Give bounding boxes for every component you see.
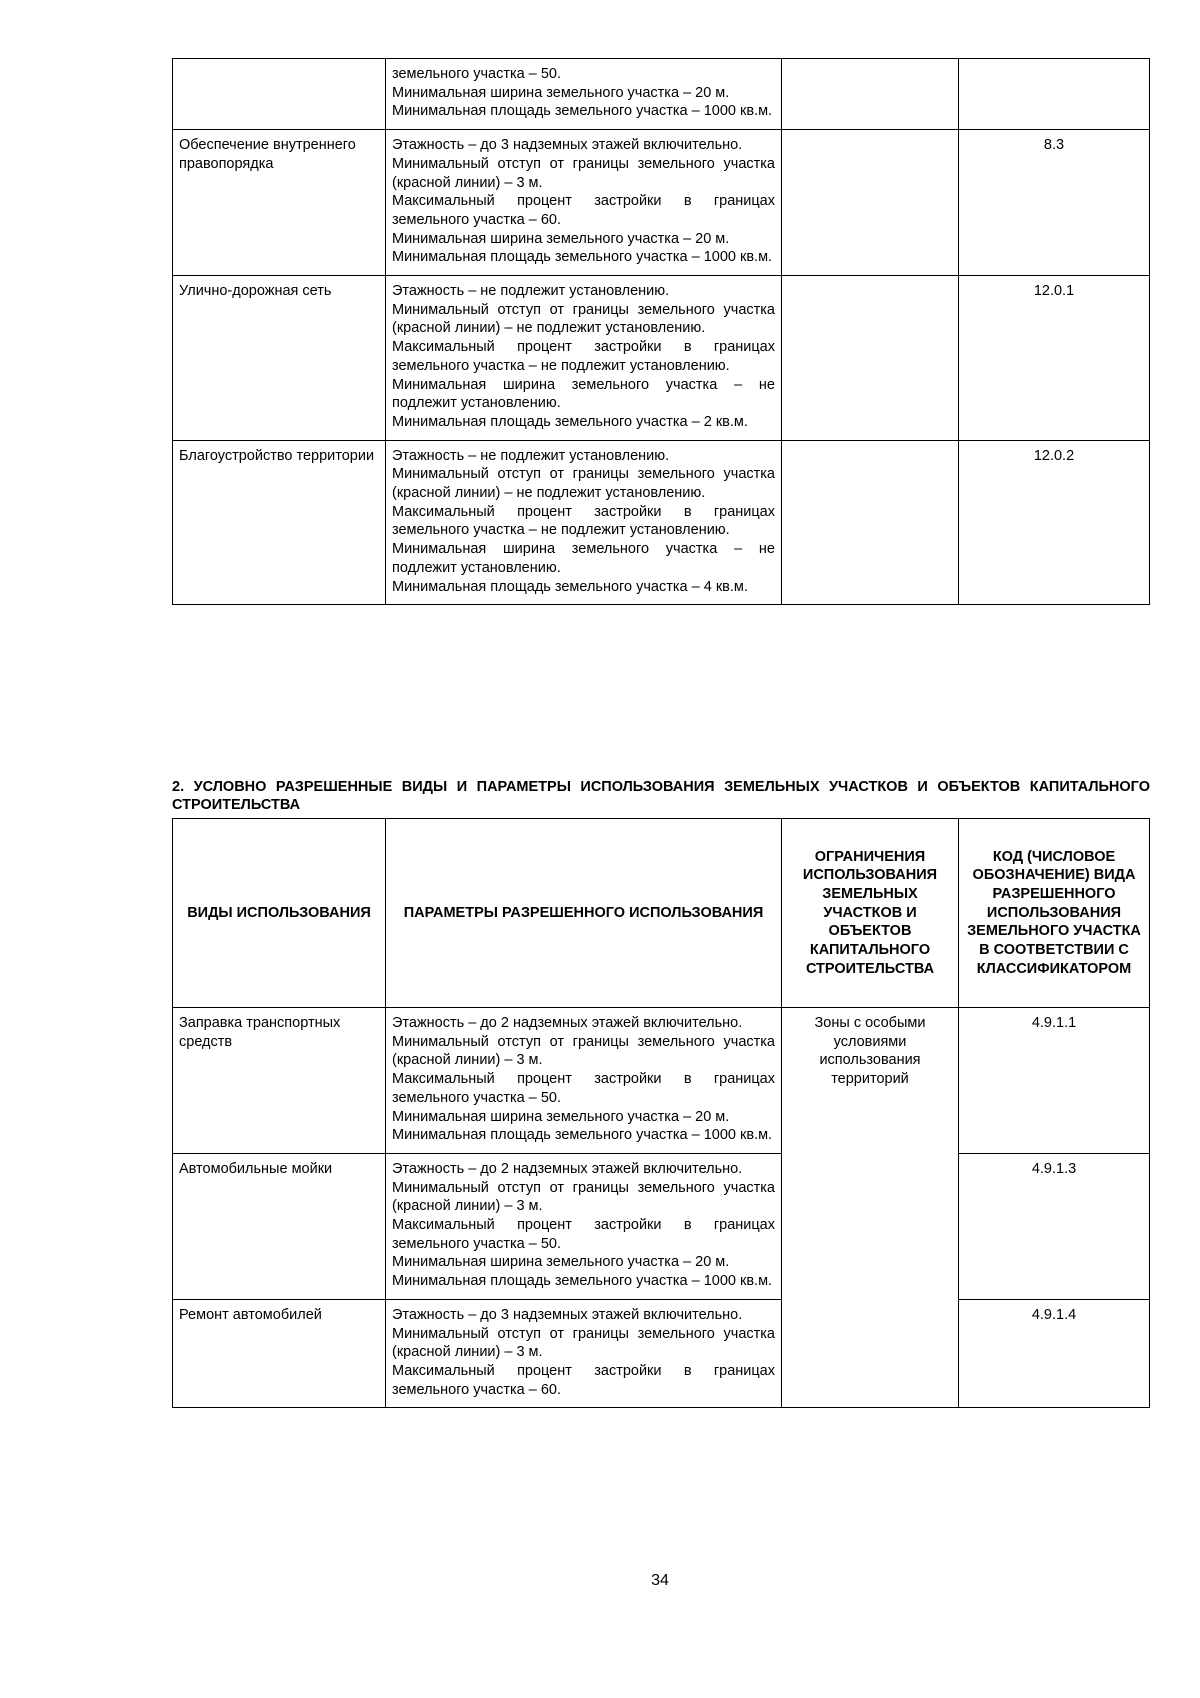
table-row xyxy=(173,1299,1150,1408)
param-line: Максимальный процент застройки в границах земельного участка – не подлежит установлению. xyxy=(392,339,775,374)
use-kind-cell: Заправка транспортных средств xyxy=(173,1008,386,1154)
param-line: Минимальный отступ от границы земельного участка (красной линии) – не подлежит установлению. xyxy=(392,301,775,337)
param-line: Этажность – до 3 надземных этажей включительно. xyxy=(392,137,743,154)
params-cell xyxy=(386,276,782,441)
param-line: Минимальная ширина земельного участка – 20 м. xyxy=(392,84,730,101)
param-line: Минимальный отступ от границы земельного участка (красной линии) – 3 м. xyxy=(392,155,775,191)
param-line: земельного участка – 50. xyxy=(392,66,562,82)
param-line: Максимальный процент застройки в границах земельного участка – 50. xyxy=(392,1071,775,1106)
param-line: Этажность – не подлежит установлению. xyxy=(392,447,670,464)
params-cell xyxy=(386,440,782,605)
params-cell xyxy=(386,1153,782,1299)
params-cell xyxy=(386,1299,782,1408)
param-line: Минимальная площадь земельного участка – 4 кв.м. xyxy=(392,578,748,595)
limits-cell xyxy=(782,59,959,130)
params-cell xyxy=(386,59,782,130)
param-line: Минимальная ширина земельного участка – 20 м. xyxy=(392,230,730,247)
param-line: Этажность – не подлежит установлению. xyxy=(392,283,670,300)
table-row xyxy=(173,1008,1150,1154)
table-header-row xyxy=(173,819,1150,1008)
use-kind-cell xyxy=(173,59,386,130)
table-row xyxy=(173,130,1150,276)
param-line: Этажность – до 2 надземных этажей включительно. xyxy=(392,1015,743,1031)
param-line: Максимальный процент застройки в границах земельного участка – 50. xyxy=(392,1217,775,1252)
params-cell xyxy=(386,1008,782,1154)
table-row xyxy=(173,59,1150,130)
use-kind-cell: Благоустройство территории xyxy=(173,440,386,605)
code-cell xyxy=(959,59,1150,130)
use-kind-cell: Ремонт автомобилей xyxy=(173,1299,386,1408)
param-line: Минимальная площадь земельного участка – 1000 кв.м. xyxy=(392,1273,773,1290)
table-row xyxy=(173,440,1150,605)
param-line: Минимальная ширина земельного участка – не подлежит установлению. xyxy=(392,541,775,576)
param-line: Этажность – до 2 надземных этажей включительно. xyxy=(392,1160,743,1177)
section-heading: 2. УСЛОВНО РАЗРЕШЕННЫЕ ВИДЫ И ПАРАМЕТРЫ ИСПОЛЬЗОВАНИЯ ЗЕМЕЛЬНЫХ УЧАСТКОВ И ОБЪЕКТОВ КАПИТАЛЬНОГО СТРОИТЕЛЬСТВА xyxy=(172,779,1150,813)
param-line: Минимальная площадь земельного участка – 1000 кв.м. xyxy=(392,103,773,120)
limits-cell xyxy=(782,130,959,276)
param-line: Минимальная ширина земельного участка – 20 м. xyxy=(392,1254,730,1271)
code-cell: 4.9.1.3 xyxy=(959,1153,1150,1299)
param-line: Минимальный отступ от границы земельного участка (красной линии) – не подлежит установлению. xyxy=(392,466,775,502)
limits-cell xyxy=(782,440,959,605)
param-line: Минимальный отступ от границы земельного участка (красной линии) – 3 м. xyxy=(392,1179,775,1215)
header-use-kind: ВИДЫ ИСПОЛЬЗОВАНИЯ xyxy=(173,819,386,1008)
param-line: Максимальный процент застройки в границах земельного участка – 60. xyxy=(392,193,775,228)
param-line: Максимальный процент застройки в границах земельного участка – 60. xyxy=(392,1362,775,1398)
header-params: ПАРАМЕТРЫ РАЗРЕШЕННОГО ИСПОЛЬЗОВАНИЯ xyxy=(386,819,782,1008)
conditional-uses-table xyxy=(172,818,1150,1408)
limits-cell: Зоны с особыми условиями использования территорий xyxy=(782,1008,959,1408)
params-cell xyxy=(386,130,782,276)
param-line: Минимальная ширина земельного участка – 20 м. xyxy=(392,1108,730,1125)
use-kind-cell: Обеспечение внутреннего правопорядка xyxy=(173,130,386,276)
use-kind-cell: Улично-дорожная сеть xyxy=(173,276,386,441)
param-line: Этажность – до 3 надземных этажей включительно. xyxy=(392,1306,743,1323)
page-number: 34 xyxy=(651,1572,669,1589)
table-row xyxy=(173,1153,1150,1299)
use-kind-cell: Автомобильные мойки xyxy=(173,1153,386,1299)
param-line: Минимальная площадь земельного участка – 1000 кв.м. xyxy=(392,1127,773,1144)
param-line: Минимальный отступ от границы земельного участка (красной линии) – 3 м. xyxy=(392,1033,775,1069)
param-line: Минимальная площадь земельного участка – 1000 кв.м. xyxy=(392,249,773,266)
code-cell: 12.0.1 xyxy=(959,276,1150,441)
permitted-uses-table-continued xyxy=(172,58,1150,605)
param-line: Минимальный отступ от границы земельного участка (красной линии) – 3 м. xyxy=(392,1325,775,1361)
param-line: Максимальный процент застройки в границах земельного участка – не подлежит установлению. xyxy=(392,503,775,539)
code-cell: 8.3 xyxy=(959,130,1150,276)
header-limits: ОГРАНИЧЕНИЯ ИСПОЛЬЗОВАНИЯ ЗЕМЕЛЬНЫХ УЧАСТКОВ И ОБЪЕКТОВ КАПИТАЛЬНОГО СТРОИТЕЛЬСТВА xyxy=(782,819,959,1008)
code-cell: 4.9.1.1 xyxy=(959,1008,1150,1154)
table-row xyxy=(173,276,1150,441)
code-cell: 12.0.2 xyxy=(959,440,1150,605)
code-cell: 4.9.1.4 xyxy=(959,1299,1150,1408)
limits-cell xyxy=(782,276,959,441)
param-line: Минимальная площадь земельного участка – 2 кв.м. xyxy=(392,413,748,430)
header-code: КОД (ЧИСЛОВОЕ ОБОЗНАЧЕНИЕ) ВИДА РАЗРЕШЕННОГО ИСПОЛЬЗОВАНИЯ ЗЕМЕЛЬНОГО УЧАСТКА В СООТВЕТСТВИИ С КЛАССИФИКАТОРОМ xyxy=(959,819,1150,1008)
param-line: Минимальная ширина земельного участка – не подлежит установлению. xyxy=(392,376,775,412)
